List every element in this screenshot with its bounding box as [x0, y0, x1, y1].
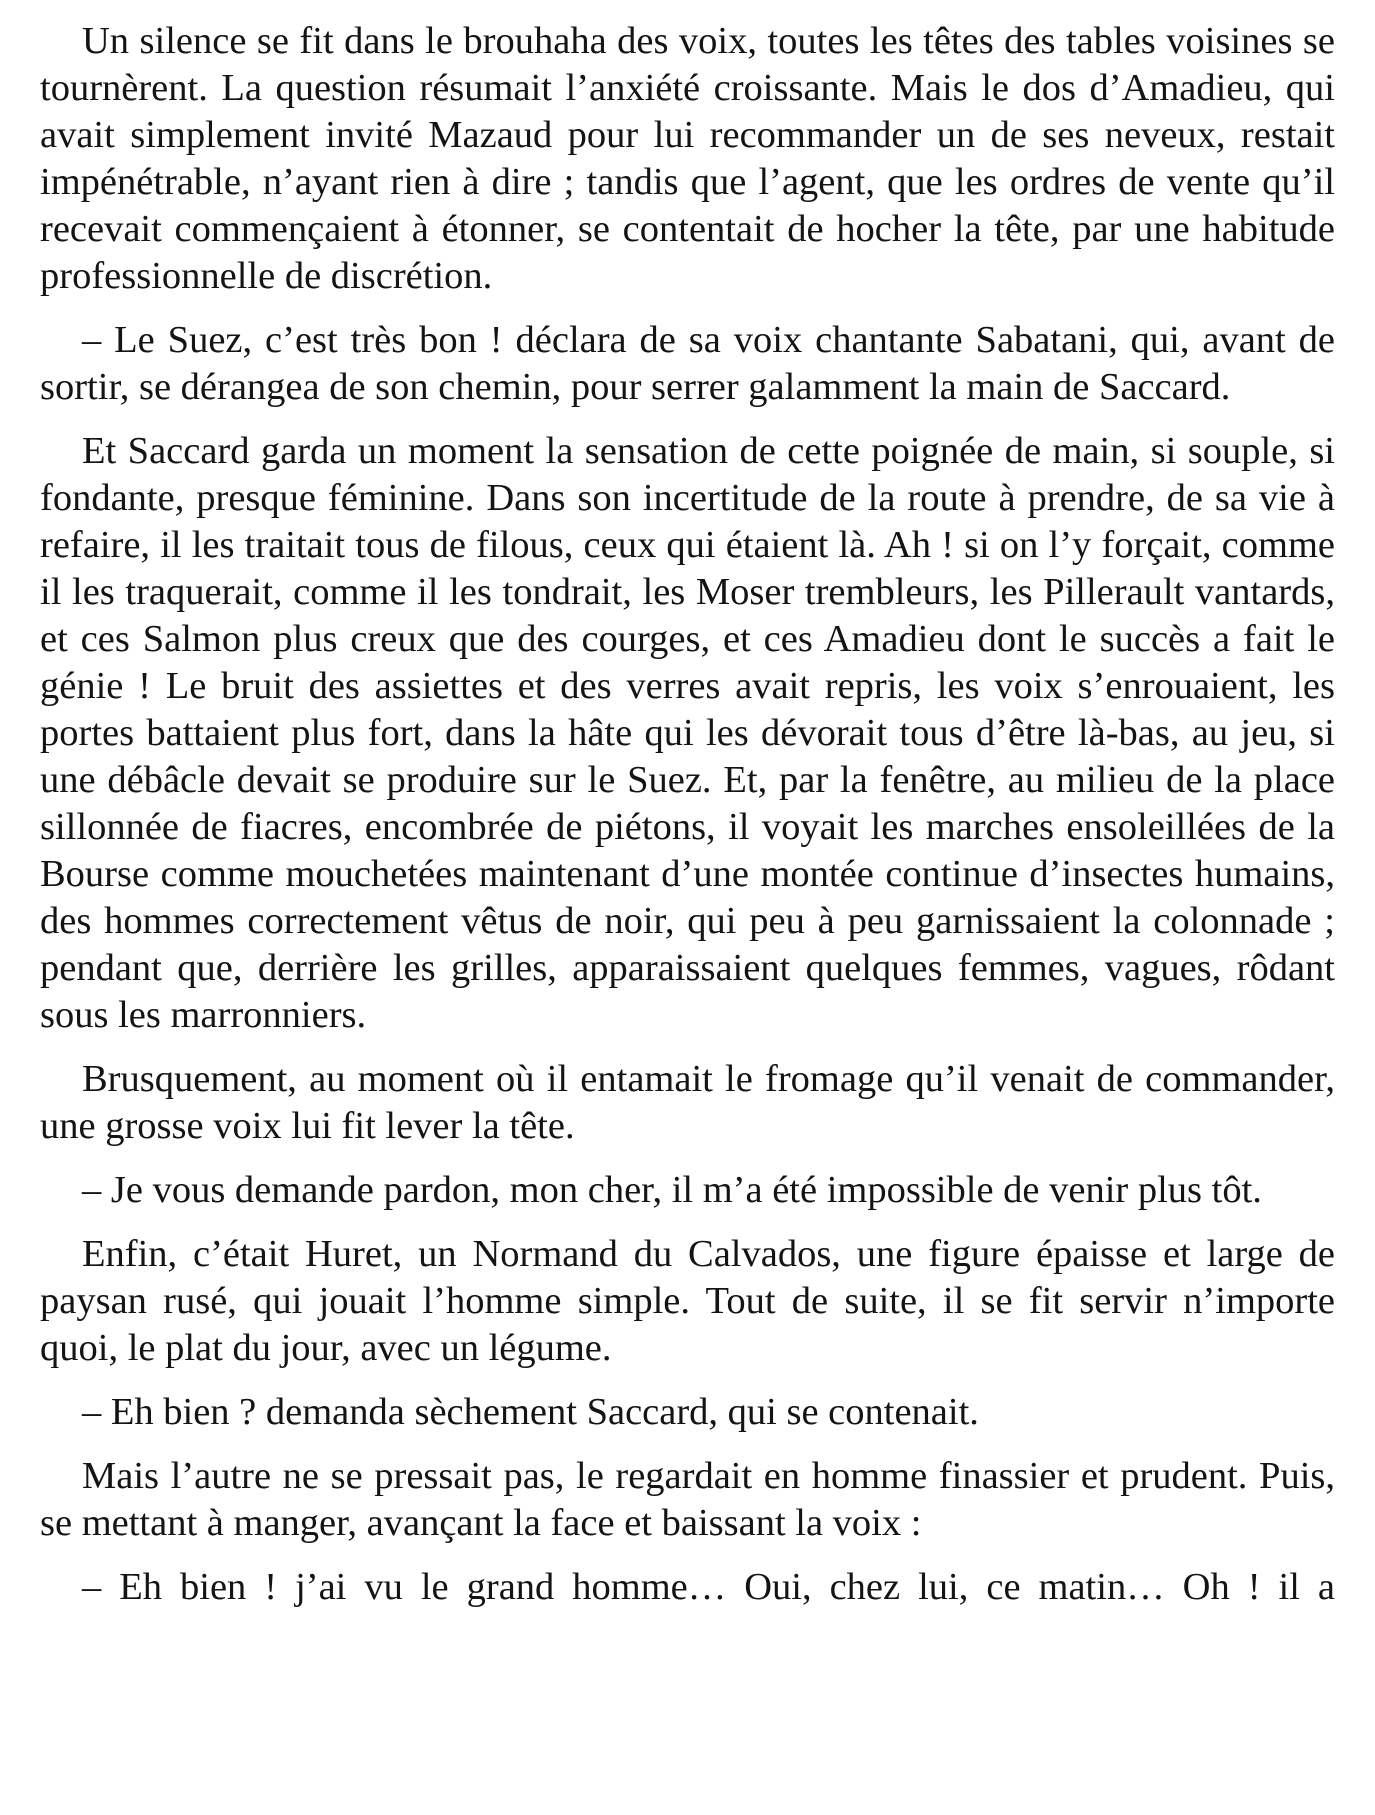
- paragraph: Un silence se fit dans le brouhaha des voix, toutes les têtes des tables voisines se tournèrent. La question résumait l’anxiété croissante. Mais le dos d’Amadieu, qui avait simplement invité Mazaud pour lui recommander un de ses neveux, restait impénétrable, n’ayant rien à dire ; tandis que l’agent, que les ordres de vente qu’il recevait commençaient à étonner, se contentait de hocher la tête, par une habitude professionnelle de discrétion.: [40, 20, 1335, 297]
- paragraph: – Je vous demande pardon, mon cher, il m’a été impossible de venir plus tôt.: [82, 1169, 1262, 1211]
- paragraph: Et Saccard garda un moment la sensation de cette poignée de main, si souple, si fondante, presque féminine. Dans son incertitude de la route à prendre, de sa vie à refaire, il les traitait tous de filous, ceux qui étaient là. Ah ! si on l’y forçait, comme il les traquerait, comme il les tondrait, les Moser trembleurs, les Pillerault vantards, et ces Salmon plus creux que des courges, et ces Amadieu dont le succès a fait le génie ! Le bruit des assiettes et des verres avait repris, les voix s’enrouaient, les portes battaient plus fort, dans la hâte qui les dévorait tous d’être là-bas, au jeu, si une débâcle devait se produire sur le Suez. Et, par la fenêtre, au milieu de la place sillonnée de fiacres, encombrée de piétons, il voyait les marches ensoleillées de la Bourse comme mouchetées maintenant d’une montée continue d’insectes humains, des hommes correctement vêtus de noir, qui peu à peu garnissaient la colonnade ; pendant que, derrière les grilles, apparaissaient quelques femmes, vagues, rôdant sous les marronniers.: [40, 430, 1335, 1036]
- paragraph: Enfin, c’était Huret, un Normand du Calvados, une figure épaisse et large de paysan rusé, qui jouait l’homme simple. Tout de suite, il se fit servir n’importe quoi, le plat du jour, avec un légume.: [40, 1233, 1335, 1369]
- paragraph: – Eh bien ? demanda sèchement Saccard, qui se contenait.: [82, 1391, 979, 1433]
- paragraph: – Eh bien ! j’ai vu le grand homme… Oui, chez lui, ce matin… Oh ! il a: [82, 1566, 1335, 1608]
- paragraph: Mais l’autre ne se pressait pas, le regardait en homme finassier et prudent. Puis, se mettant à manger, avançant la face et baissant la voix :: [40, 1455, 1335, 1544]
- paragraph: Brusquement, au moment où il entamait le fromage qu’il venait de commander, une grosse voix lui fit lever la tête.: [40, 1058, 1335, 1147]
- paragraph: – Le Suez, c’est très bon ! déclara de sa voix chantante Sabatani, qui, avant de sortir, se dérangea de son chemin, pour serrer galamment la main de Saccard.: [40, 319, 1335, 408]
